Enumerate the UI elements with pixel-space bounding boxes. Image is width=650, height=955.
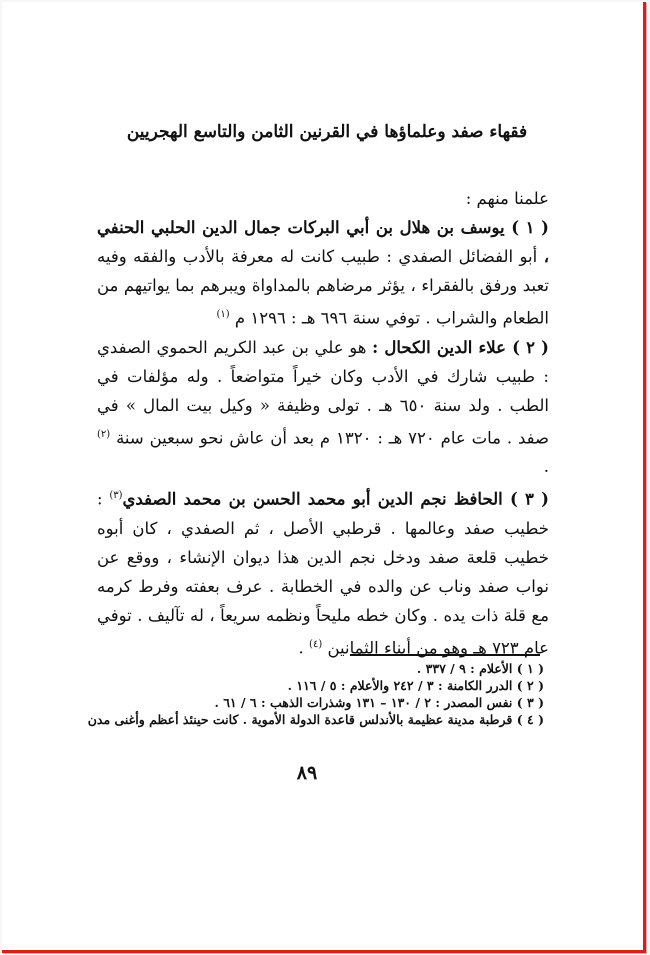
footnote-4: ( ٤ ) قرطبة مدينة عظيمة بالأندلس قاعدة الدولة الأموية . كانت حينئذ أعظم وأغنى مدن [87,712,544,727]
footnote-ref-1: (١) [216,309,230,320]
footnote-2: ( ٢ ) الدرر الكامنة : ٣ / ٢٤٢ والأعلام : ٥ / ١١٦ . [287,678,544,693]
footnote-ref-3: (٣) [109,490,123,501]
entry-1-text: أبو الفضائل الصفدي : طبيب كانت له معرفة بالأدب والفقه وفيه تعبد ورفق بالفقراء ، يؤثر مرضاهم بالمداواة ويبرهم بما يواتيهم من الطعام والشراب . توفي سنة ٦٩٦ هـ : ١٢٩٦ م [97,247,549,328]
footnote-ref-2: (٢) [97,428,111,440]
entry-3 [97,481,549,662]
entry-3-end: . [298,638,310,657]
entry-2-end: . [543,457,549,476]
intro-line: علمنا منهم : [465,189,549,208]
page-heading: فقهاء صفد وعلماؤها في القرنين الثامن والتاسع الهجريين [126,122,528,142]
entry-2-text: هو علي بن عبد الكريم الحموي الصفدي : طبيب شارك في الأدب وكان خيراً متواضعاً . وله مؤلفات في الطب . ولد سنة ٦٥٠ هـ . تولى وظيفة « وكيل بيت المال » في صفد . مات عام ٧٢٠ هـ : ١٣٢٠ م بعد أن عاش نحو سبعين سنة [97,337,549,447]
entry-2 [97,333,549,482]
entry-2-title: ( ٢ ) علاء الدين الكحال : [372,337,549,357]
entry-1 [97,213,549,333]
page-number: ٨٩ [296,762,318,784]
entry-1-title: ( ١ ) يوسف بن هلال بن أبي البركات جمال الدين الحلبي الحنفي ، [97,218,550,266]
book-page [2,2,646,953]
footnote-divider [350,654,540,656]
entry-3-title: ( ٣ ) الحافظ نجم الدين أبو محمد الحسن بن محمد الصفدي [122,489,549,509]
footnotes [87,660,544,728]
footnote-3: ( ٣ ) نفس المصدر : ٢ / ١٣٠ – ١٣١ وشذرات الذهب : ٦ / ٦١ . [214,695,544,710]
page-body [97,184,549,662]
footnote-ref-4: (٤) [309,638,323,650]
footnote-1: ( ١ ) الأعلام : ٩ / ٣٣٧ . [416,661,544,676]
entry-3-text: : خطيب صفد وعالمها . قرطبي الأصل ، ثم الصفدي ، كان أبوه خطيب قلعة صفد ودخل نجم الدين هذا ديوان الإنشاء ، ووقع عن نواب صفد وناب عن والده في الخطابة . عرف بعفته وفرط كرمه مع قلة ذات يده . وكان خطه مليحاً ونظمه سريعاً ، له تآليف . توفي عام ٧٢٣ هـ وهو من أبناء الثمانين [97,489,549,657]
